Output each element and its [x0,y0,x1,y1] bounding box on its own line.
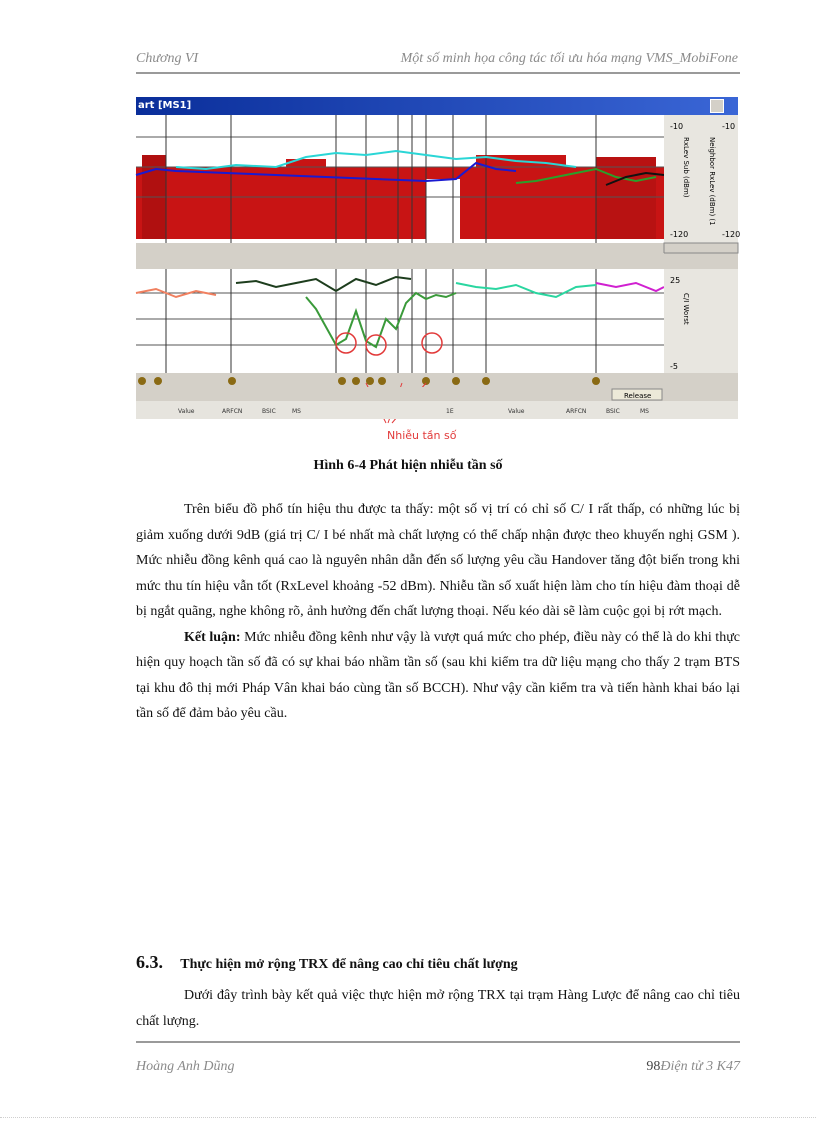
chapter-title: Một số minh họa công tác tối ưu hóa mạng VMS_MobiFone [400,51,738,66]
class-name: Điện tử 3 K47 [660,1059,740,1074]
paragraph-2: Dưới đây trình bày kết quả việc thực hiện mở rộng TRX tại trạm Hàng Lược để nâng cao chỉ tiêu chất lượng. [136,988,740,1029]
upper-axis-tick-3: -10 [722,122,736,131]
table-header-value-1: Value [178,408,195,415]
table-header-1e: 1E [446,408,454,415]
conclusion-paragraph [136,625,740,727]
upper-scrollbar [664,243,738,253]
lower-axis-title: C/I Worst [682,293,690,325]
table-header-ms-1: MS [292,408,301,415]
chart-graphics [136,97,741,419]
upper-axis-title-1: RxLev Sub (dBm) [682,137,690,198]
chapter-label: Chương VI [136,51,199,66]
page-footer [136,1041,740,1079]
table-header-bsic-2: BSIC [606,408,620,415]
table-header-value-2: Value [508,408,525,415]
upper-axis-panel [664,115,741,249]
footer-right [646,1059,740,1075]
page-number: 98 [646,1059,661,1074]
table-header-arfcn-1: ARFCN [222,408,243,415]
lower-axis-tick-2: -5 [670,362,678,371]
upper-axis-tick-2: -120 [670,230,689,239]
plot-separator [136,253,664,269]
conclusion-label: Kết luận: [184,629,241,645]
page-bottom-rule [0,1117,816,1118]
event-row [136,373,664,387]
lower-axis-tick-1: 25 [670,276,681,285]
upper-axis-tick-1: -10 [670,122,684,131]
interference-annotation: Nhiễu tần số [387,429,457,442]
section-number: 6.3. [136,952,163,972]
table-header-bsic-1: BSIC [262,408,276,415]
release-label: Release [624,392,652,400]
paragraph-1: Trên biểu đồ phổ tín hiệu thu được ta thấy: một số vị trí có chỉ số C/ I rất thấp, có những lúc bị giảm xuống dưới 9dB (giá trị C/ I bé nhất mà chất lượng có thể chấp nhận được theo khuyến nghị GSM ). Mức nhiễu đồng kênh quá cao là nguyên nhân dẫn đến số lượng yêu cầu Handover tăng đột biến trong khi mức thu tín hiệu vẫn tốt (RxLevel khoảng -52 dBm). Nhiễu tần số xuất hiện làm cho tín hiệu đàm thoại dễ bị ngắt quãng, nghe không rõ, ảnh hưởng đến chất lượng thoại. Nếu kéo dài sẽ làm cuộc gọi bị rớt mạch. [136,502,740,619]
section-heading [136,952,740,973]
body-text [136,497,740,727]
upper-axis-title-2: Neighbor RxLev (dBm) (1 [708,137,716,226]
upper-axis-tick-4: -120 [722,230,741,239]
table-header-arfcn-2: ARFCN [566,408,587,415]
table-header-ms-2: MS [640,408,649,415]
figure-caption: Hình 6-4 Phát hiện nhiễu tần số [313,458,503,473]
section-body [136,983,740,1034]
chart-window-title: art [MS1] [138,100,192,111]
signal-chart-screenshot [136,97,741,419]
conclusion-text: Mức nhiễu đồng kênh như vậy là vượt quá mức cho phép, điều này có thể là do khi thực hiện quy hoạch tần số đã có sự khai báo nhầm tần số (sau khi kiểm tra dữ liệu mạng cho thấy 2 trạm BTS tại khu đô thị mới Pháp Vân khai báo cùng tần số BCCH). Như vậy cần kiểm tra và tiến hành khai báo lại tần số để đảm bảo yêu cầu. [136,629,740,721]
section-title: Thực hiện mở rộng TRX để nâng cao chỉ tiêu chất lượng [180,957,518,972]
author-name: Hoàng Anh Dũng [136,1059,235,1074]
page-header [136,48,740,74]
